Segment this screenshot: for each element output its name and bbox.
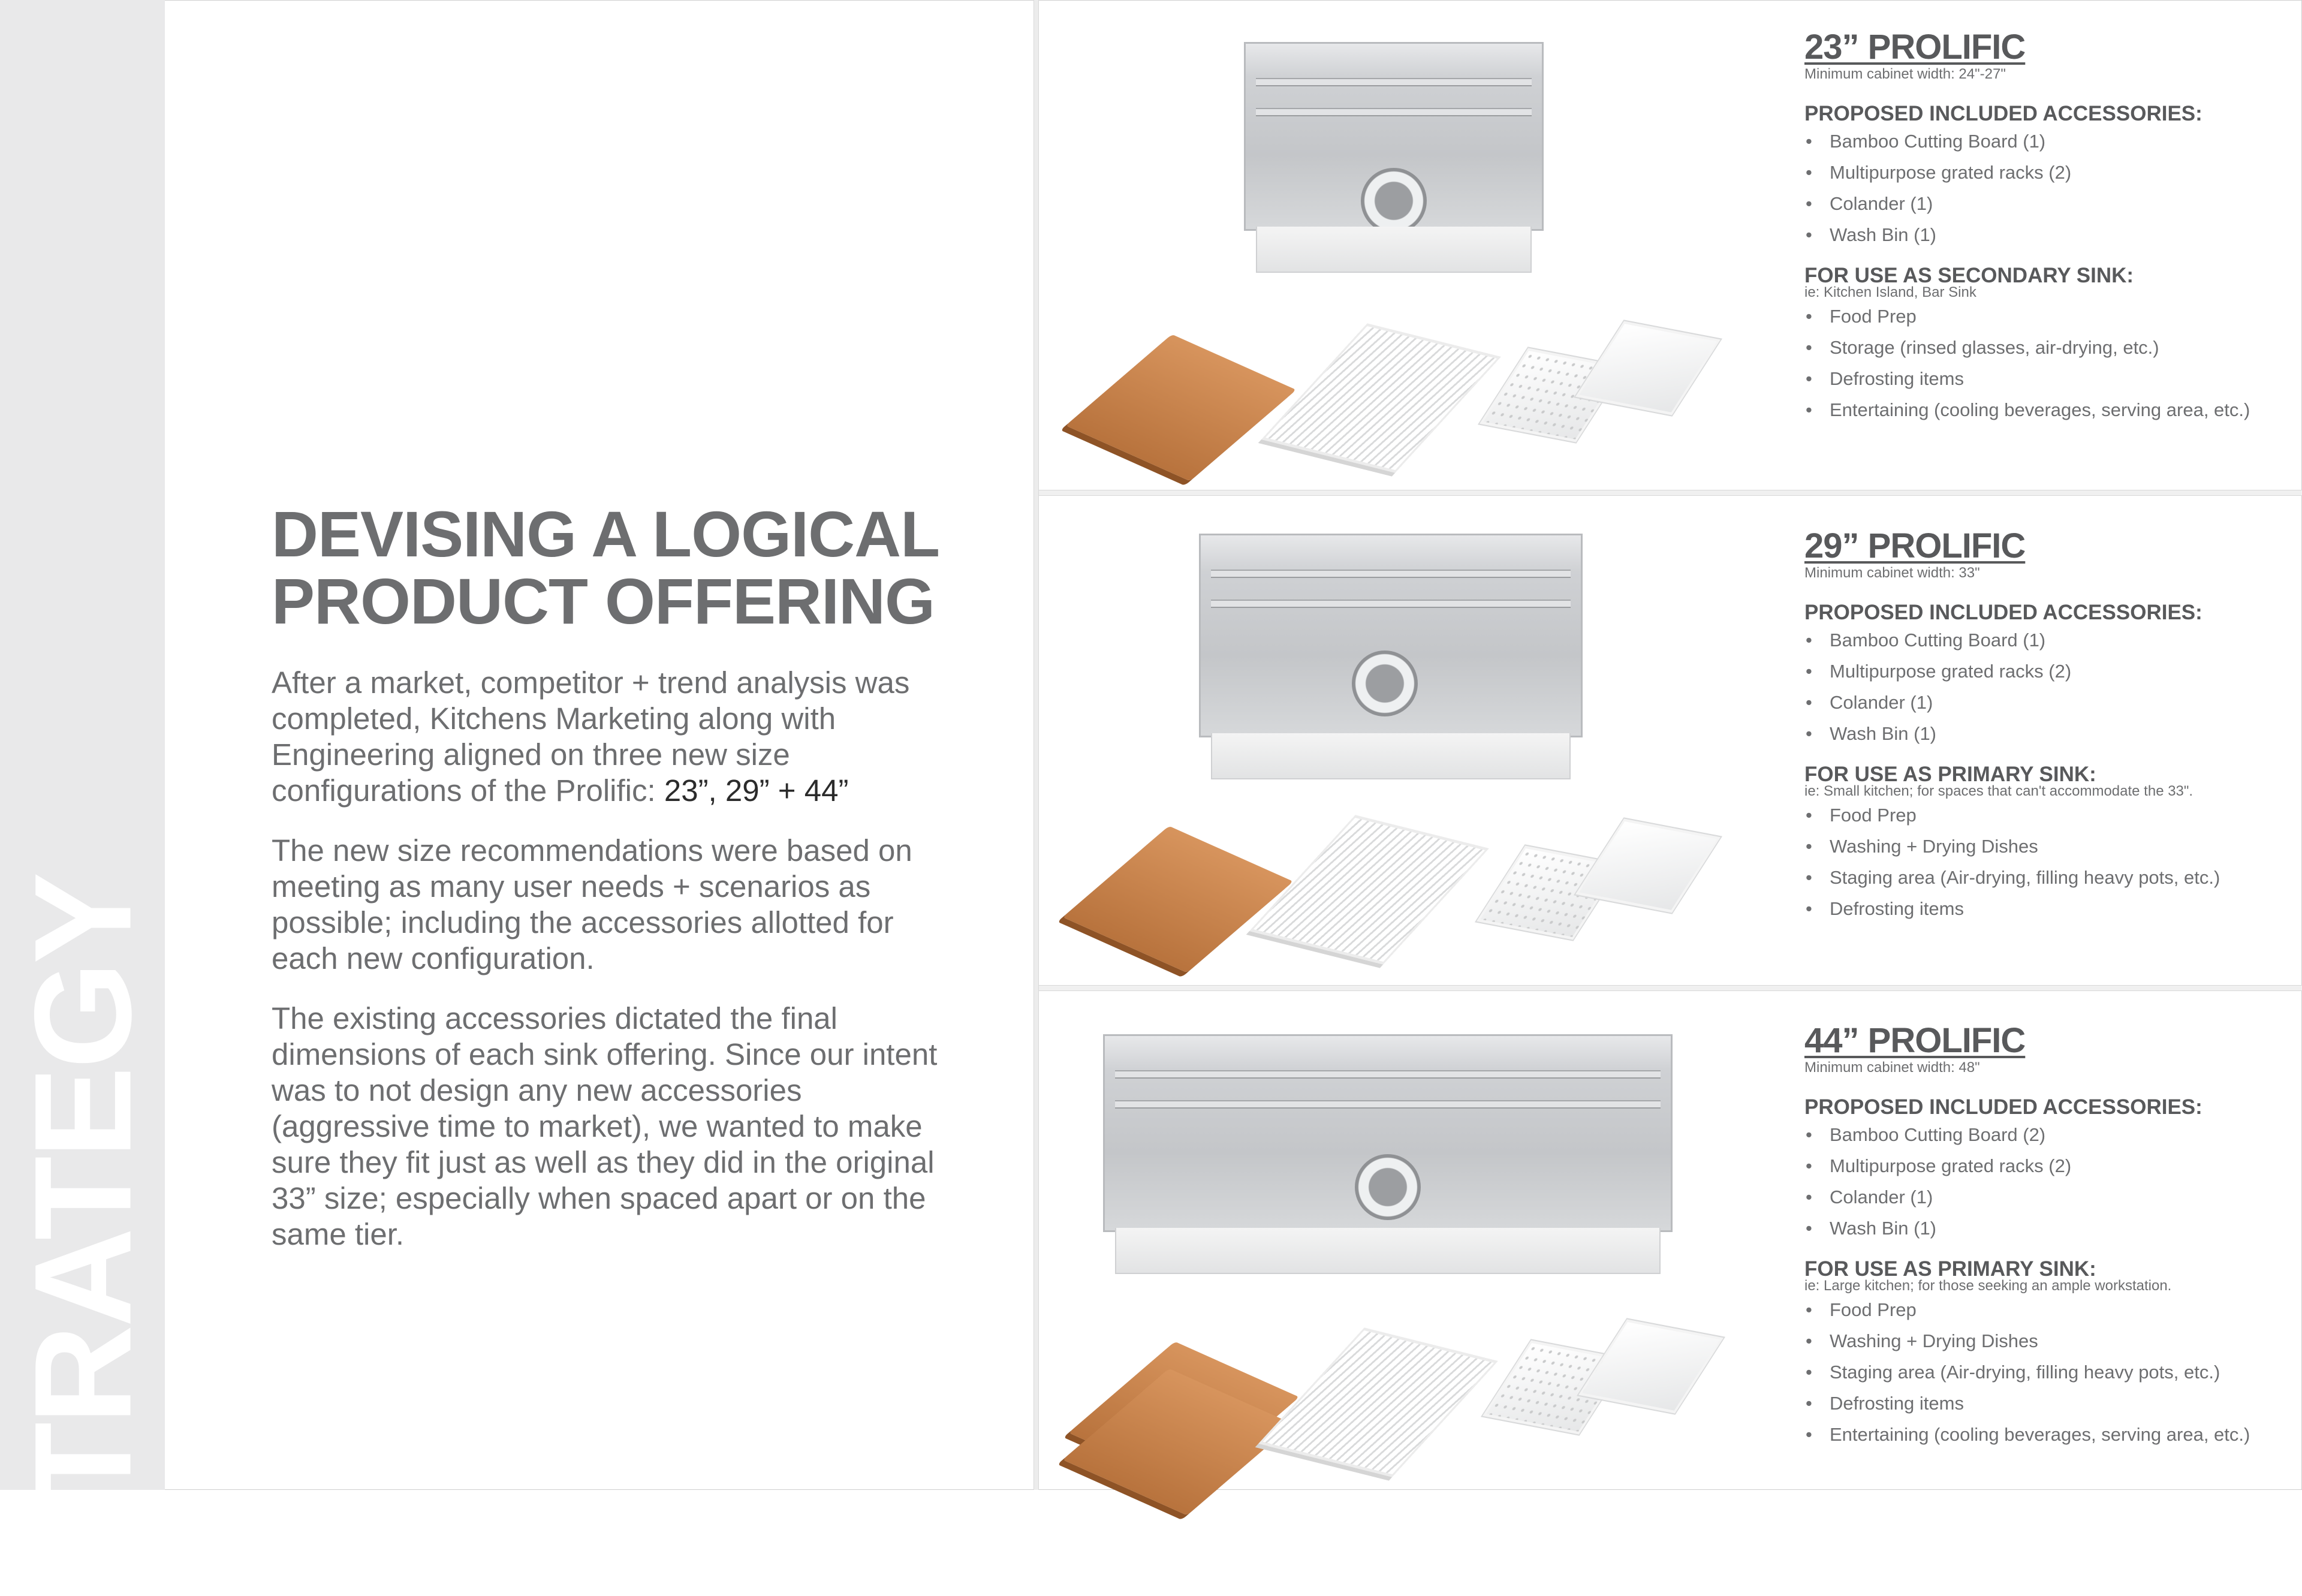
sink-front <box>1211 733 1571 779</box>
sink-ledge-upper <box>1115 1070 1661 1079</box>
list-item: • Multipurpose grated racks (2) <box>1804 157 2296 188</box>
list-item: • Wash Bin (1) <box>1804 219 2296 251</box>
list-item: • Storage (rinsed glasses, air-drying, etc.) <box>1804 332 2296 363</box>
sink-ledge-upper <box>1256 78 1532 86</box>
intro-paragraph-1 <box>272 665 961 809</box>
cabinet-width: Minimum cabinet width: 48" <box>1804 1059 1980 1076</box>
list-item: • Bamboo Cutting Board (2) <box>1804 1119 2296 1151</box>
use-heading: FOR USE AS PRIMARY SINK: <box>1804 1257 2096 1281</box>
drain-icon <box>1355 1154 1421 1220</box>
product-title: 29” PROLIFIC <box>1804 526 2026 565</box>
center-divider <box>1034 0 1039 1490</box>
sink-ledge-lower <box>1211 600 1571 608</box>
accessories-heading: PROPOSED INCLUDED ACCESSORIES: <box>1804 1095 2202 1119</box>
strategy-sidebar <box>0 0 165 1596</box>
intro-paragraph-1-text: After a market, competitor + trend analysis was completed, Kitchens Marketing along with Engineering aligned on three new size configurations of the Prolific: <box>272 665 910 808</box>
use-heading: FOR USE AS PRIMARY SINK: <box>1804 763 2096 786</box>
product-title: 44” PROLIFIC <box>1804 1021 2026 1060</box>
page-title <box>272 498 961 637</box>
accessories-heading: PROPOSED INCLUDED ACCESSORIES: <box>1804 102 2202 125</box>
uses-list <box>1804 301 2296 426</box>
sink-front <box>1256 227 1532 273</box>
drain-icon <box>1352 651 1418 716</box>
list-item: • Wash Bin (1) <box>1804 1213 2296 1244</box>
list-item: • Staging area (Air-drying, filling heavy pots, etc.) <box>1804 862 2296 893</box>
sink-29-image <box>1199 534 1583 779</box>
page-title-line-2: PRODUCT OFFERING <box>272 565 935 637</box>
use-note: ie: Kitchen Island, Bar Sink <box>1804 284 1976 300</box>
accessories-list <box>1804 625 2296 749</box>
page-title-line-1: DEVISING A LOGICAL <box>272 498 940 570</box>
uses-list <box>1804 800 2296 925</box>
sink-front <box>1115 1228 1661 1274</box>
list-item: • Multipurpose grated racks (2) <box>1804 656 2296 687</box>
use-note: ie: Large kitchen; for those seeking an ample workstation. <box>1804 1278 2172 1294</box>
intro-paragraph-3: The existing accessories dictated the final dimensions of each sink offering. Since our intent was to not design any new accessories (aggressive time to market), we wanted to make sure they fit just as well as they did in the original 33” size; especially when spaced apart or on the same tier. <box>272 1001 938 1251</box>
product-title: 23” PROLIFIC <box>1804 28 2026 67</box>
sink-ledge-upper <box>1211 570 1571 578</box>
list-item: • Bamboo Cutting Board (1) <box>1804 625 2296 656</box>
intro-paragraph-1-sizes: 23”, 29” + 44” <box>664 773 849 808</box>
list-item: • Staging area (Air-drying, filling heavy pots, etc.) <box>1804 1357 2296 1388</box>
list-item: • Entertaining (cooling beverages, serving area, etc.) <box>1804 395 2296 426</box>
spec-23 <box>1804 29 2296 426</box>
list-item: • Food Prep <box>1804 301 2296 332</box>
sink-ledge-lower <box>1256 108 1532 116</box>
list-item: • Entertaining (cooling beverages, serving area, etc.) <box>1804 1419 2296 1450</box>
list-item: • Food Prep <box>1804 1294 2296 1326</box>
uses-list <box>1804 1294 2296 1450</box>
list-item: • Defrosting items <box>1804 1388 2296 1419</box>
list-item: • Wash Bin (1) <box>1804 718 2296 749</box>
list-item: • Food Prep <box>1804 800 2296 831</box>
list-item: • Washing + Drying Dishes <box>1804 1326 2296 1357</box>
drain-icon <box>1361 168 1427 234</box>
sidebar-title: STRATEGY <box>5 874 160 1596</box>
accessories-list <box>1804 1119 2296 1244</box>
list-item: • Defrosting items <box>1804 363 2296 395</box>
row-separator <box>1039 985 2302 991</box>
list-item: • Washing + Drying Dishes <box>1804 831 2296 862</box>
sink-44-image <box>1103 1034 1673 1274</box>
sink-23-image <box>1244 42 1544 273</box>
list-item: • Colander (1) <box>1804 687 2296 718</box>
list-item: • Multipurpose grated racks (2) <box>1804 1151 2296 1182</box>
use-note: ie: Small kitchen; for spaces that can't accommodate the 33". <box>1804 783 2193 799</box>
list-item: • Colander (1) <box>1804 188 2296 219</box>
spec-44 <box>1804 1022 2296 1450</box>
spec-29 <box>1804 528 2296 925</box>
accessories-list <box>1804 126 2296 251</box>
cabinet-width: Minimum cabinet width: 33" <box>1804 565 1980 581</box>
intro-paragraph-2: The new size recommendations were based on meeting as many user needs + scenarios as possible; including the accessories allotted for each new configuration. <box>272 833 912 975</box>
list-item: • Defrosting items <box>1804 893 2296 925</box>
list-item: • Colander (1) <box>1804 1182 2296 1213</box>
list-item: • Bamboo Cutting Board (1) <box>1804 126 2296 157</box>
row-separator <box>1039 490 2302 496</box>
use-heading: FOR USE AS SECONDARY SINK: <box>1804 264 2134 287</box>
intro-section <box>272 498 961 1276</box>
sink-ledge-lower <box>1115 1100 1661 1109</box>
accessories-heading: PROPOSED INCLUDED ACCESSORIES: <box>1804 601 2202 624</box>
cabinet-width: Minimum cabinet width: 24"-27" <box>1804 66 2006 82</box>
